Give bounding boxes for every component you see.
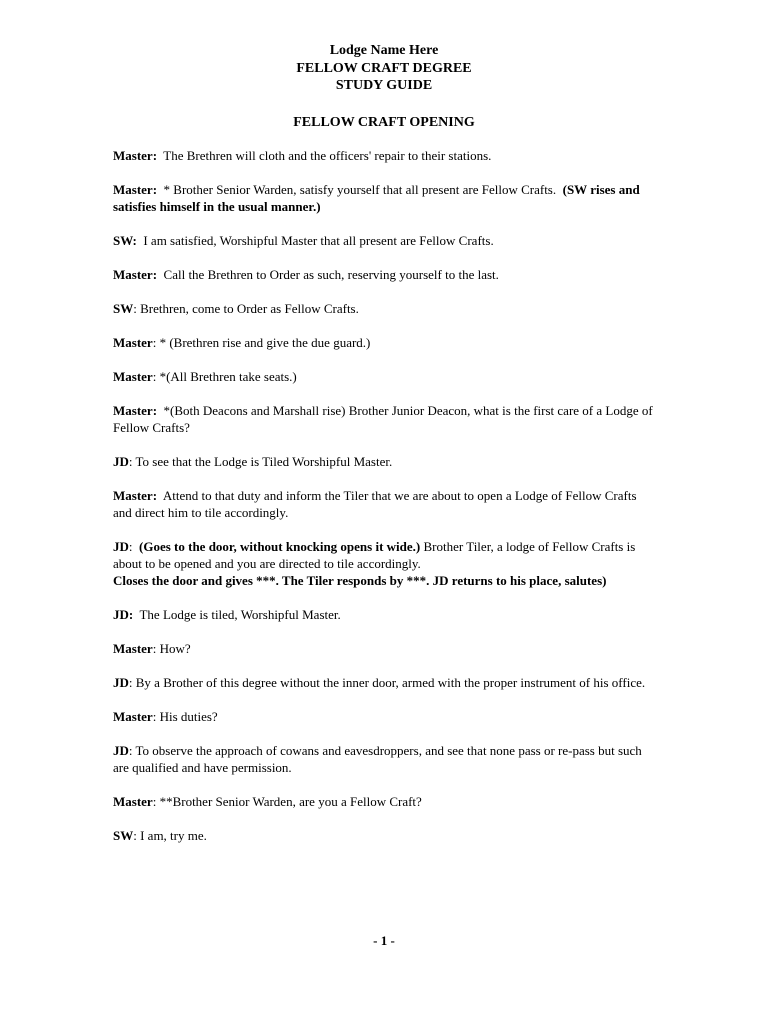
dialogue-paragraph [113, 640, 655, 657]
speaker-label: Master [113, 709, 153, 724]
section-title: FELLOW CRAFT OPENING [293, 115, 475, 130]
dialogue-paragraph [113, 232, 655, 249]
speaker-label: Master: [113, 267, 158, 282]
speaker-label: Master [113, 335, 153, 350]
speaker-label: JD [113, 743, 129, 758]
spoken-text: : How? [152, 641, 191, 656]
speaker-label: SW [113, 828, 134, 843]
spoken-text: : [128, 539, 133, 554]
spoken-text: : * (Brethren rise and give the due guard.) [152, 335, 371, 350]
dialogue-paragraph [113, 368, 655, 385]
dialogue-paragraph [113, 793, 655, 810]
dialogue-paragraph [113, 181, 655, 215]
dialogue-paragraph [113, 334, 655, 351]
speaker-label: SW [113, 301, 134, 316]
spoken-text: : To observe the approach of cowans and eavesdroppers, and see that none pass or re-pass but such are qualified and have permission. [113, 743, 642, 775]
spoken-text: *(Both Deacons and Marshall rise) Brother Junior Deacon, what is the first care of a Lodge of Fellow Crafts? [113, 403, 653, 435]
stage-direction: (Goes to the door, without knocking opens it wide.) [139, 539, 421, 554]
speaker-label: Master: [113, 403, 158, 418]
dialogue-paragraph [113, 538, 655, 589]
speaker-label: SW: [113, 233, 137, 248]
speaker-label: JD [113, 539, 129, 554]
spoken-text: : **Brother Senior Warden, are you a Fellow Craft? [152, 794, 422, 809]
spoken-text: Attend to that duty and inform the Tiler that we are about to open a Lodge of Fellow Crafts and direct him to tile accordingly. [113, 488, 637, 520]
dialogue-paragraph [113, 300, 655, 317]
speaker-label: JD: [113, 607, 134, 622]
dialogue-paragraph [113, 487, 655, 521]
spoken-text: : I am, try me. [133, 828, 207, 843]
dialogue-paragraph [113, 674, 655, 691]
dialogue-paragraph [113, 742, 655, 776]
spoken-text: : His duties? [152, 709, 218, 724]
dialogue-paragraph [113, 827, 655, 844]
dialogue-paragraph [113, 266, 655, 283]
stage-direction: Closes the door and gives ***. The Tiler responds by ***. JD returns to his place, salutes) [113, 573, 607, 588]
spoken-text: : To see that the Lodge is Tiled Worshipful Master. [128, 454, 393, 469]
speaker-label: Master: [113, 182, 158, 197]
speaker-label: Master: [113, 488, 158, 503]
spoken-text: Call the Brethren to Order as such, reserving yourself to the last. [163, 267, 499, 282]
lodge-name: Lodge Name Here [329, 43, 439, 58]
speaker-label: JD [113, 454, 129, 469]
guide-title: STUDY GUIDE [335, 78, 433, 93]
speaker-label: Master: [113, 148, 158, 163]
ritual-text [113, 147, 655, 861]
dialogue-paragraph [113, 708, 655, 725]
spoken-text: I am satisfied, Worshipful Master that all present are Fellow Crafts. [143, 233, 494, 248]
spoken-text: The Lodge is tiled, Worshipful Master. [139, 607, 341, 622]
spoken-text: : *(All Brethren take seats.) [152, 369, 297, 384]
stage-direction: (SW rises and satisfies himself in the usual manner.) [113, 182, 640, 214]
spoken-text: The Brethren will cloth and the officers' repair to their stations. [163, 148, 492, 163]
spoken-text: Brother Tiler, a lodge of Fellow Crafts is about to be opened and you are directed to tile accordingly. [113, 539, 636, 571]
dialogue-paragraph [113, 606, 655, 623]
dialogue-paragraph [113, 453, 655, 470]
page-number: - 1 - [373, 933, 395, 948]
spoken-text: : By a Brother of this degree without the inner door, armed with the proper instrument of his office. [128, 675, 646, 690]
speaker-label: JD [113, 675, 129, 690]
dialogue-paragraph [113, 402, 655, 436]
speaker-label: Master [113, 641, 153, 656]
degree-title: FELLOW CRAFT DEGREE [296, 60, 472, 76]
document-header [0, 42, 768, 95]
speaker-label: Master [113, 794, 153, 809]
spoken-text: * Brother Senior Warden, satisfy yourself that all present are Fellow Crafts. [163, 182, 557, 197]
spoken-text: : Brethren, come to Order as Fellow Crafts. [133, 301, 359, 316]
dialogue-paragraph [113, 147, 655, 164]
speaker-label: Master [113, 369, 153, 384]
